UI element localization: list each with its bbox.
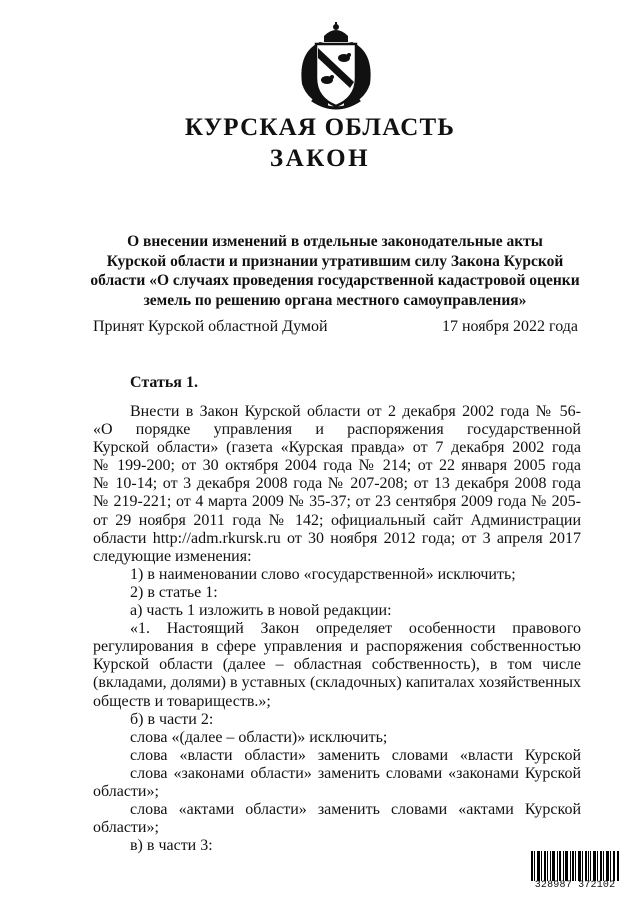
body-line: слова «актами области» заменить словами «актами Курской	[130, 801, 581, 819]
body-line: б) в части 2:	[130, 710, 214, 728]
body-line: № 199-200; от 30 октября 2004 года № 214; от 22 января 2005 года	[93, 457, 581, 475]
law-name-line: земель по решению органа местного самоуправления»	[143, 291, 527, 309]
adopted-by: Принят Курской областной Думой	[93, 318, 328, 335]
body-line: «1. Настоящий Закон определяет особенности правового	[130, 620, 581, 638]
body-line: области http://adm.rkursk.ru от 30 ноября 2012 года; от 3 апреля 2017	[93, 529, 581, 547]
law-name-line: области «О случаях проведения государственной кадастровой оценки	[90, 272, 580, 289]
body-line: Курской области» (газета «Курская правда» от 7 декабря 2002 года	[93, 439, 581, 457]
body-line: «О порядке управления и распоряжения государственной	[93, 421, 581, 439]
body-line: следующие изменения:	[93, 547, 252, 565]
body-line: № 219-221; от 4 марта 2009 № 35-37; от 23 сентября 2009 года № 205-	[93, 493, 581, 511]
body-line: 1) в наименовании слово «государственной» исключить;	[130, 565, 516, 583]
body-line: обществ и товариществ.»;	[93, 692, 271, 710]
article-body	[93, 403, 581, 855]
law-name-line: О внесении изменений в отдельные законодательные акты	[127, 233, 543, 250]
document-type-title: ЗАКОН	[269, 145, 371, 172]
body-line: слова «законами области» заменить словами «законами Курской	[130, 764, 581, 782]
law-name	[80, 232, 590, 310]
barcode-number: 328987 372102	[534, 880, 616, 891]
body-line: слова «(далее – области)» исключить;	[130, 728, 388, 746]
region-title: КУРСКАЯ ОБЛАСТЬ	[184, 114, 456, 141]
article-heading: Статья 1.	[130, 374, 198, 391]
body-line: регулирования в сфере управления и распоряжения собственностью	[93, 638, 581, 656]
body-line: от 29 ноября 2011 года № 142; официальный сайт Администрации	[93, 511, 581, 529]
body-line: Внести в Закон Курской области от 2 декабря 2002 года № 56-	[130, 403, 581, 420]
body-line: в) в части 3:	[130, 837, 213, 855]
body-line: (вкладами, долями) в уставных (складочных) капиталах хозяйственных	[93, 674, 581, 692]
law-name-line: Курской области и признании утратившим силу Закона Курской	[106, 252, 564, 270]
body-line: области»;	[93, 819, 159, 837]
coat-of-arms-icon	[294, 22, 378, 114]
adoption-date: 17 ноября 2022 года	[441, 318, 578, 335]
body-line: слова «власти области» заменить словами «власти Курской	[130, 746, 581, 764]
barcode-icon	[530, 851, 620, 881]
body-line: Курской области (далее – областная собственность), в том числе	[93, 656, 581, 674]
body-line: 2) в статье 1:	[130, 583, 218, 601]
body-line: а) часть 1 изложить в новой редакции:	[130, 602, 392, 620]
body-line: области»;	[93, 782, 159, 800]
body-line: № 10-14; от 3 декабря 2008 года № 207-208; от 13 декабря 2008 года	[93, 475, 581, 493]
